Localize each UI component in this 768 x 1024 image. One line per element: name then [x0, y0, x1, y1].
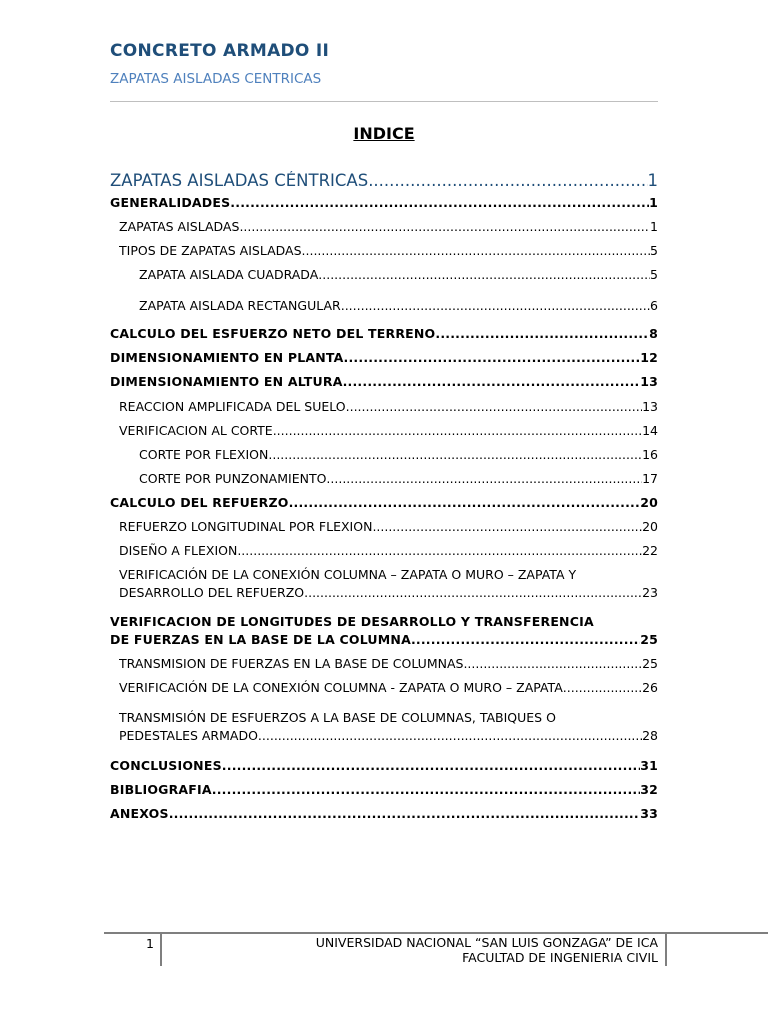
- toc-page-number: 1: [647, 171, 658, 190]
- toc-dot-leader: [222, 758, 640, 773]
- toc-entry[interactable]: [119, 423, 658, 438]
- toc-dot-leader: [372, 519, 642, 534]
- toc-page-number: 6: [650, 298, 658, 313]
- toc-entry-label: DIMENSIONAMIENTO EN PLANTA: [110, 350, 344, 365]
- toc-entry-label: BIBLIOGRAFIA: [110, 782, 212, 797]
- toc-dot-leader: [411, 632, 640, 647]
- document-header-subtitle: ZAPATAS AISLADAS CENTRICAS: [110, 71, 322, 87]
- toc-entry-label-line1: VERIFICACION DE LONGITUDES DE DESARROLLO Y TRANSFERENCIA: [110, 614, 594, 629]
- toc-entry-label-line2: PEDESTALES ARMADO: [119, 728, 258, 743]
- toc-entry-label: TIPOS DE ZAPATAS AISLADAS: [119, 243, 302, 258]
- toc-page-number: 28: [642, 728, 658, 743]
- toc-entry-label-line2: DESARROLLO DEL REFUERZO: [119, 585, 305, 600]
- toc-dot-leader: [169, 806, 641, 821]
- toc-entry-label: TRANSMISION DE FUERZAS EN LA BASE DE COLUMNAS: [119, 656, 464, 671]
- toc-page-number: 13: [642, 399, 658, 414]
- toc-dot-leader: [318, 267, 650, 282]
- toc-entry-label-line2: DE FUERZAS EN LA BASE DE LA COLUMNA: [110, 632, 411, 647]
- toc-entry-label: DISEÑO A FLEXION: [119, 543, 238, 558]
- toc-entry[interactable]: [139, 447, 658, 462]
- toc-page-number: 25: [640, 632, 658, 647]
- toc-entry[interactable]: [110, 326, 658, 341]
- toc-page-number: 26: [642, 680, 658, 695]
- toc-page-number: 33: [640, 806, 658, 821]
- toc-page-number: 23: [642, 585, 658, 600]
- toc-entry[interactable]: [139, 471, 658, 486]
- toc-entry[interactable]: [110, 782, 658, 797]
- toc-page-number: 31: [640, 758, 658, 773]
- toc-entry-label: CONCLUSIONES: [110, 758, 222, 773]
- toc-dot-leader: [289, 495, 641, 510]
- toc-page-number: 13: [640, 374, 658, 389]
- toc-entry-label: REFUERZO LONGITUDINAL POR FLEXION: [119, 519, 373, 534]
- footer-page-number: 1: [146, 936, 154, 951]
- toc-entry-label: ANEXOS: [110, 806, 169, 821]
- toc-entry[interactable]: [119, 219, 658, 234]
- toc-entry-label: VERIFICACIÓN DE LA CONEXIÓN COLUMNA - ZAPATA O MURO – ZAPATA: [119, 680, 563, 695]
- footer-faculty: FACULTAD DE INGENIERIA CIVIL: [462, 950, 658, 965]
- toc-dot-leader: [463, 656, 642, 671]
- toc-dot-leader: [346, 399, 642, 414]
- toc-entry-label: ZAPATAS AISLADAS CÉNTRICAS: [110, 171, 369, 190]
- toc-dot-leader: [326, 471, 642, 486]
- toc-entry-label: VERIFICACION AL CORTE: [119, 423, 273, 438]
- toc-dot-leader: [273, 423, 642, 438]
- toc-page-number: 1: [650, 219, 658, 234]
- toc-dot-leader: [212, 782, 640, 797]
- toc-entry-label: CORTE POR FLEXION: [139, 447, 269, 462]
- toc-page-number: 5: [650, 267, 658, 282]
- toc-entry-label: ZAPATA AISLADA CUADRADA: [139, 267, 319, 282]
- toc-dot-leader: [343, 374, 641, 389]
- toc-page-number: 22: [642, 543, 658, 558]
- toc-dot-leader: [344, 350, 641, 365]
- toc-entry[interactable]: [139, 267, 658, 282]
- toc-dot-leader: [230, 195, 649, 210]
- toc-entry[interactable]: [119, 399, 658, 414]
- toc-dot-leader: [258, 728, 642, 743]
- toc-entry-label: REACCION AMPLIFICADA DEL SUELO: [119, 399, 346, 414]
- toc-dot-leader: [368, 171, 647, 190]
- toc-entry[interactable]: [139, 298, 658, 313]
- toc-entry[interactable]: [110, 374, 658, 389]
- toc-dot-leader: [268, 447, 642, 462]
- toc-entry-label: CORTE POR PUNZONAMIENTO: [139, 471, 327, 486]
- toc-entry-label: CALCULO DEL REFUERZO: [110, 495, 289, 510]
- toc-page-number: 12: [640, 350, 658, 365]
- toc-dot-leader: [302, 243, 651, 258]
- toc-entry-label: ZAPATAS AISLADAS: [119, 219, 240, 234]
- toc-page-number: 14: [642, 423, 658, 438]
- header-divider: [110, 101, 658, 102]
- document-header-title: CONCRETO ARMADO II: [110, 41, 330, 61]
- toc-entry-label: CALCULO DEL ESFUERZO NETO DEL TERRENO: [110, 326, 436, 341]
- toc-page-number: 1: [649, 195, 658, 210]
- toc-entry[interactable]: [119, 543, 658, 558]
- toc-entry[interactable]: [110, 195, 658, 210]
- footer-left-border: [160, 934, 162, 966]
- toc-entry[interactable]: [110, 350, 658, 365]
- toc-entry[interactable]: [119, 680, 658, 695]
- toc-entry-label: DIMENSIONAMIENTO EN ALTURA: [110, 374, 343, 389]
- toc-entry[interactable]: [110, 171, 658, 190]
- toc-entry[interactable]: [110, 758, 658, 773]
- toc-page-number: 20: [642, 519, 658, 534]
- toc-page-number: 25: [642, 656, 658, 671]
- toc-entry-label-line1: TRANSMISIÓN DE ESFUERZOS A LA BASE DE COLUMNAS, TABIQUES O: [119, 710, 556, 725]
- toc-entry[interactable]: [110, 495, 658, 510]
- toc-page-number: 32: [640, 782, 658, 797]
- footer-university: UNIVERSIDAD NACIONAL “SAN LUIS GONZAGA” DE ICA: [315, 935, 658, 950]
- toc-page-number: 17: [642, 471, 658, 486]
- toc-entry[interactable]: [119, 243, 658, 258]
- toc-entry[interactable]: [119, 656, 658, 671]
- toc-dot-leader: [237, 543, 642, 558]
- toc-dot-leader: [341, 298, 650, 313]
- toc-page-number: 16: [642, 447, 658, 462]
- toc-page-number: 5: [650, 243, 658, 258]
- toc-dot-leader: [563, 680, 642, 695]
- toc-page-number: 20: [640, 495, 658, 510]
- toc-entry[interactable]: [110, 806, 658, 821]
- toc-dot-leader: [304, 585, 642, 600]
- toc-dot-leader: [239, 219, 650, 234]
- toc-entry-label: ZAPATA AISLADA RECTANGULAR: [139, 298, 341, 313]
- footer-right-border: [665, 934, 667, 966]
- toc-entry-label: GENERALIDADES: [110, 195, 231, 210]
- toc-heading: INDICE: [353, 124, 415, 143]
- toc-entry[interactable]: [119, 519, 658, 534]
- toc-entry-label-line1: VERIFICACIÓN DE LA CONEXIÓN COLUMNA – ZAPATA O MURO – ZAPATA Y: [119, 567, 577, 582]
- footer-divider: [104, 932, 768, 934]
- toc-dot-leader: [435, 326, 649, 341]
- toc-page-number: 8: [649, 326, 658, 341]
